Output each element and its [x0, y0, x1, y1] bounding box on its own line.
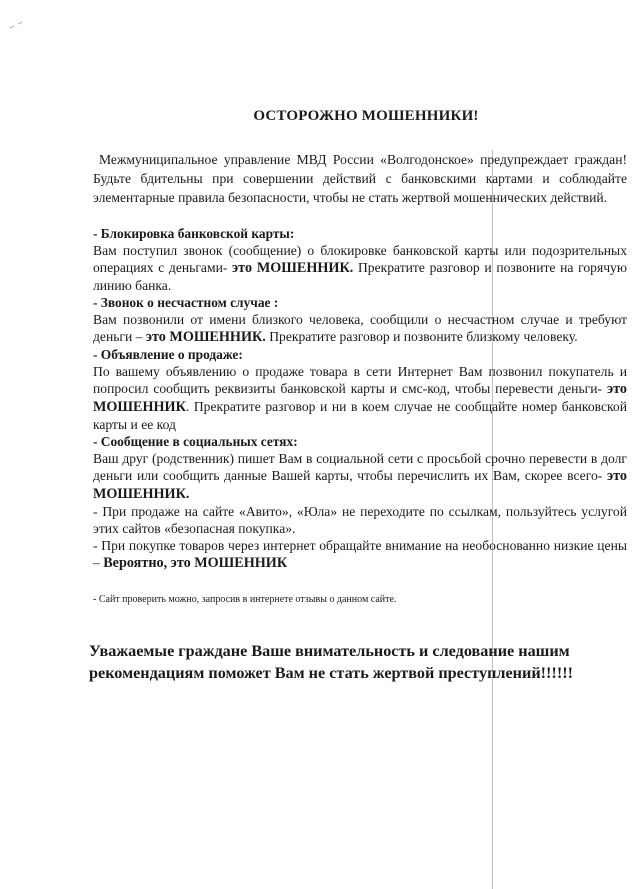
section-text: Вам позвонили от имени близкого человека, сообщили о несчастном случае и требуют деньги – [93, 312, 627, 344]
document-page [89, 108, 627, 684]
tip-text: - При покупке товаров через интернет обращайте внимание на необоснованно низкие цены – [93, 538, 627, 570]
section-text: Ваш друг (родственник) пишет Вам в социальной сети с просьбой срочно перевести в долг деньги или сообщить данные Вашей карты, чтобы перечислить их Вам, скорее всего- [93, 451, 627, 483]
document-title: ОСТОРОЖНО МОШЕННИКИ! [253, 108, 479, 124]
section-social-networks [93, 433, 627, 503]
section-sale-ad [93, 346, 627, 433]
section-heading: - Звонок о несчастном случае : [93, 295, 279, 310]
warning-text: это МОШЕННИК. [93, 468, 627, 502]
warning-text: это МОШЕННИК. [232, 260, 354, 276]
section-card-blocking [93, 225, 627, 294]
section-paragraph [93, 311, 627, 346]
section-heading: - Сообщение в социальных сетях: [93, 434, 298, 449]
section-paragraph [93, 450, 627, 503]
section-paragraph [93, 363, 627, 433]
section-text-after: Прекратите разговор и позвоните на горячую линию банка. [93, 260, 627, 293]
warning-text: Вероятно, это МОШЕННИК [103, 555, 288, 571]
section-text: Вам поступил звонок (сообщение) о блокировке банковской карты или подозрительных операциях с деньгами- [93, 243, 627, 275]
tip-paragraph [93, 537, 627, 572]
section-heading: - Блокировка банковской карты: [93, 226, 295, 241]
section-text-after: Прекратите разговор и позвоните близкому человеку. [265, 329, 578, 344]
footer-appeal: Уважаемые граждане Ваше внимательность и следование нашим рекомендациям поможет Вам не стать жертвой преступлений!!!!!! [89, 642, 573, 682]
note-text: - Сайт проверить можно, запросив в интернете отзывы о данном сайте. [93, 594, 397, 605]
tip-text: - При продаже на сайте «Авито», «Юла» не переходите по ссылкам, пользуйтесь услугой этих сайтов «безопасная покупка». [93, 504, 627, 536]
warning-text: это МОШЕННИК [93, 381, 627, 415]
scan-speck [8, 18, 48, 32]
section-text-after: . Прекратите разговор и ни в коем случае не сообщайте номер банковской карты и ее код [93, 399, 627, 432]
section-text: По вашему объявлению о продаже товара в сети Интернет Вам позвонил покупатель и попросил сообщить реквизиты банковской карты и смс-код, чтобы перевести деньги- [93, 364, 627, 396]
section-paragraph [93, 242, 627, 294]
tip-paragraph [93, 503, 627, 537]
intro-paragraph: Межмуниципальное управление МВД России «Волгодонское» предупреждает граждан! Будьте бдительны при совершении действий с банковскими картами и соблюдайте элементарные правила безопасности, чтобы не стать жертвой мошеннических действий. [93, 152, 627, 205]
section-heading: - Объявление о продаже: [93, 347, 243, 362]
section-accident-call [93, 294, 627, 346]
warning-text: это МОШЕННИК. [145, 329, 266, 345]
